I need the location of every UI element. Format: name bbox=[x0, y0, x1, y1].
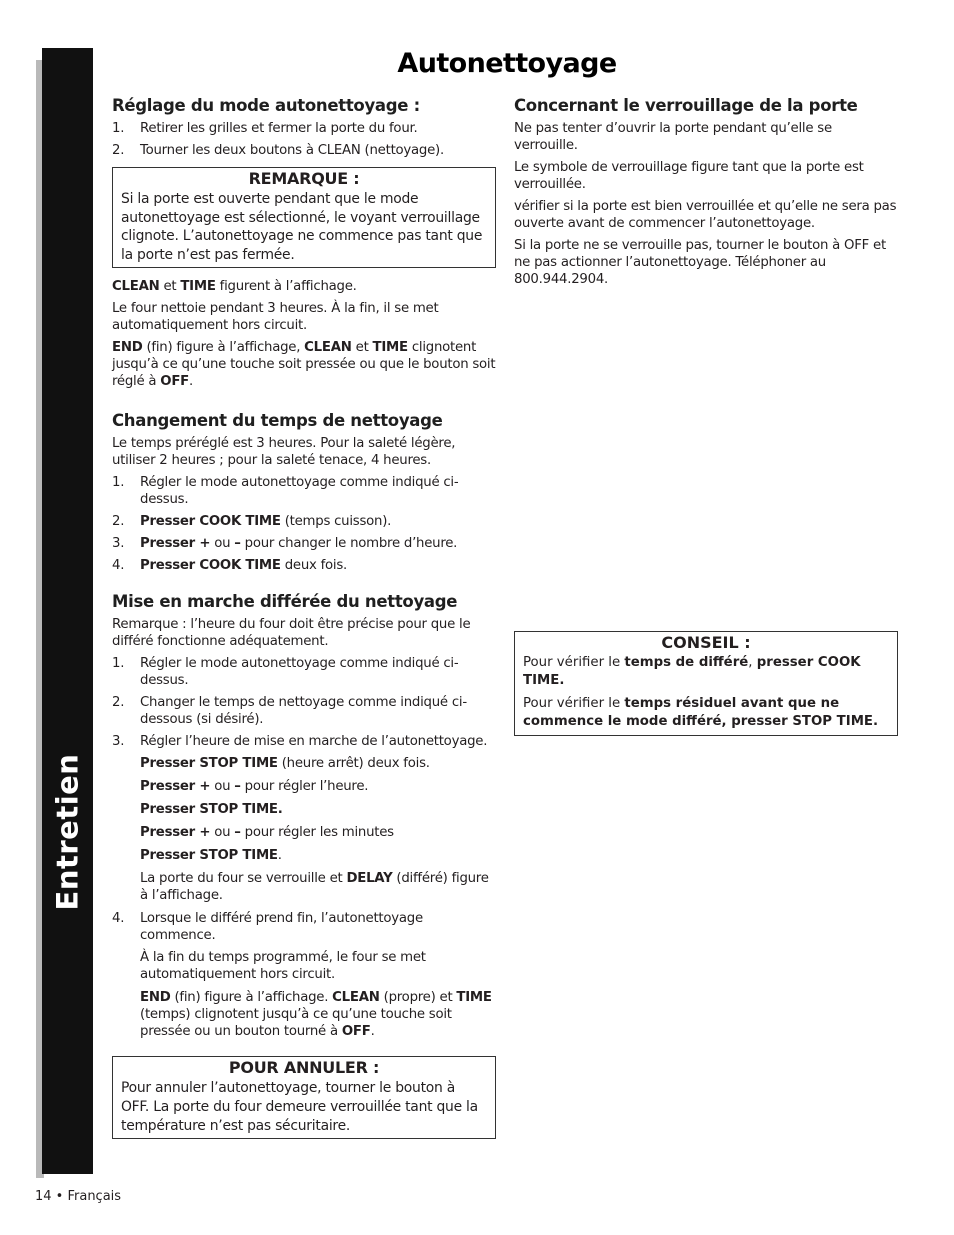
text: . bbox=[370, 1024, 375, 1040]
sub-step: À la fin du temps programmé, le four se met automatiquement hors circuit. bbox=[140, 950, 426, 983]
tip-box bbox=[514, 631, 898, 736]
text: deux fois. bbox=[280, 558, 348, 574]
note-box bbox=[112, 167, 496, 268]
list-item bbox=[112, 513, 496, 530]
side-tab bbox=[42, 48, 93, 1174]
text: (propre) et bbox=[379, 990, 457, 1006]
sub-step bbox=[112, 778, 496, 795]
text: et bbox=[351, 340, 373, 356]
paragraph: Le symbole de verrouillage figure tant que la porte est verrouillée. bbox=[514, 160, 864, 192]
sub-step bbox=[112, 824, 496, 841]
step-number: 1. bbox=[112, 656, 125, 672]
bold-text: END bbox=[112, 340, 143, 356]
bold-text: TIME bbox=[456, 990, 492, 1006]
step-number: 1. bbox=[112, 121, 125, 136]
step-text: Retirer les grilles et fermer la porte du four. bbox=[140, 121, 418, 136]
text: . bbox=[189, 374, 193, 390]
step-text: Régler l’heure de mise en marche de l’autonettoyage. bbox=[140, 734, 488, 750]
text: (heure arrêt) deux fois. bbox=[277, 756, 430, 772]
bold-text: CLEAN bbox=[112, 279, 160, 295]
side-tab-text: Entretien bbox=[50, 753, 85, 911]
heading-change-time: Changement du temps de nettoyage bbox=[112, 411, 443, 431]
text: . bbox=[277, 848, 282, 864]
paragraph: Le four nettoie pendant 3 heures. À la fin, il se met automatiquement hors circuit. bbox=[112, 301, 439, 334]
text: pour régler les minutes bbox=[240, 825, 394, 841]
bold-text: END bbox=[140, 990, 171, 1006]
note-title: REMARQUE : bbox=[248, 169, 360, 188]
text: pour changer le nombre d’heure. bbox=[240, 536, 458, 552]
bold-text: temps résiduel avant que ne commence le mode différé, presser STOP TIME. bbox=[523, 696, 879, 729]
side-tab-label bbox=[42, 742, 93, 922]
text: (différé) figure à l’affichage. bbox=[140, 871, 489, 904]
text: (temps) clignotent jusqu’à ce qu’une touche soit pressée ou un bouton tourné à bbox=[140, 1007, 452, 1040]
tip-text bbox=[523, 695, 889, 731]
bold-text: TIME bbox=[180, 279, 216, 295]
cancel-text: Pour annuler l’autonettoyage, tourner le bouton à OFF. La porte du four demeure verrouillée tant que la température n’est pas sécuritaire. bbox=[121, 1080, 478, 1134]
paragraph bbox=[112, 278, 496, 295]
heading-self-clean-setup: Réglage du mode autonettoyage : bbox=[112, 96, 420, 115]
paragraph: Remarque : l’heure du four doit être précise pour que le différé fonctionne adéquatement. bbox=[112, 617, 471, 650]
cancel-box bbox=[112, 1056, 496, 1139]
delayed-clean-steps bbox=[112, 655, 496, 750]
step-number: 2. bbox=[112, 143, 125, 158]
text: clignotent jusqu’à ce qu’une touche soit pressée ou que le bouton soit réglé à bbox=[112, 340, 496, 390]
text: figurent à l’affichage. bbox=[215, 279, 357, 295]
bold-text: Presser STOP TIME. bbox=[140, 802, 283, 818]
text: Pour vérifier le bbox=[523, 655, 625, 670]
paragraph: Ne pas tenter d’ouvrir la porte pendant qu’elle se verrouille. bbox=[514, 121, 832, 153]
bold-text: TIME bbox=[372, 340, 408, 356]
sub-step bbox=[112, 870, 496, 904]
list-item bbox=[112, 120, 496, 137]
bold-text: CLEAN bbox=[304, 340, 352, 356]
list-item bbox=[112, 142, 496, 159]
bold-text: Presser + bbox=[140, 536, 211, 552]
bold-text: temps de différé bbox=[624, 655, 749, 670]
text: Pour vérifier le bbox=[523, 696, 625, 711]
text: ou bbox=[210, 536, 235, 552]
step-text: Tourner les deux boutons à CLEAN (nettoyage). bbox=[140, 143, 444, 158]
bold-text: Presser STOP TIME bbox=[140, 756, 278, 772]
step-number: 3. bbox=[112, 734, 125, 750]
bold-text: Presser + bbox=[140, 825, 211, 841]
sub-step bbox=[112, 847, 496, 864]
sub-step bbox=[112, 989, 496, 1040]
bold-text: Presser STOP TIME bbox=[140, 848, 278, 864]
paragraph: Le temps préréglé est 3 heures. Pour la saleté légère, utiliser 2 heures ; pour la saleté tenace, 4 heures. bbox=[112, 436, 456, 469]
paragraph bbox=[112, 339, 496, 390]
bold-text: presser COOK TIME. bbox=[523, 655, 861, 688]
setup-steps bbox=[112, 120, 496, 159]
bold-text: DELAY bbox=[346, 871, 393, 887]
list-item bbox=[112, 910, 496, 944]
delayed-clean-steps-cont bbox=[112, 910, 496, 944]
paragraph: Si la porte ne se verrouille pas, tourner le bouton à OFF et ne pas actionner l’autonettoyage. Téléphoner au 800.944.2904. bbox=[514, 238, 886, 287]
text: pour régler l’heure. bbox=[240, 779, 369, 795]
heading-door-lock: Concernant le verrouillage de la porte bbox=[514, 96, 858, 115]
bold-text: – bbox=[234, 825, 241, 841]
bold-text: OFF bbox=[160, 374, 190, 390]
list-item bbox=[112, 694, 496, 728]
sub-step bbox=[112, 755, 496, 772]
tip-title: CONSEIL : bbox=[661, 633, 751, 652]
list-item bbox=[112, 535, 496, 552]
note-text: Si la porte est ouverte pendant que le mode autonettoyage est sélectionné, le voyant verrouillage clignote. L’autonettoyage ne commence pas tant que la porte n’est pas fermée. bbox=[121, 191, 483, 263]
list-item bbox=[112, 655, 496, 689]
page-title: Autonettoyage bbox=[397, 48, 617, 79]
bold-text: – bbox=[234, 779, 241, 795]
step-text: Lorsque le différé prend fin, l’autonettoyage commence. bbox=[140, 911, 423, 944]
cancel-title: POUR ANNULER : bbox=[228, 1058, 380, 1078]
step-number: 4. bbox=[112, 911, 125, 927]
text: La porte du four se verrouille et bbox=[140, 871, 347, 887]
bold-text: – bbox=[234, 536, 241, 552]
left-column bbox=[112, 95, 496, 1149]
tip-text bbox=[523, 654, 889, 690]
text: et bbox=[159, 279, 181, 295]
step-number: 3. bbox=[112, 536, 125, 552]
text: ou bbox=[210, 779, 235, 795]
list-item bbox=[112, 733, 496, 750]
bold-text: OFF bbox=[341, 1024, 371, 1040]
change-time-steps bbox=[112, 474, 496, 574]
bold-text: CLEAN bbox=[332, 990, 380, 1006]
text: ou bbox=[210, 825, 235, 841]
sub-step bbox=[112, 801, 496, 818]
paragraph: vérifier si la porte est bien verrouillée et qu’elle ne sera pas ouverte avant de commencer l’autonettoyage. bbox=[514, 199, 897, 231]
bold-text: Presser COOK TIME bbox=[140, 514, 281, 530]
list-item bbox=[112, 557, 496, 574]
text: (fin) figure à l’affichage. bbox=[170, 990, 333, 1006]
step-text: Régler le mode autonettoyage comme indiqué ci-dessus. bbox=[140, 475, 459, 508]
step-number: 1. bbox=[112, 475, 125, 491]
text: (fin) figure à l’affichage, bbox=[142, 340, 305, 356]
step-text: Changer le temps de nettoyage comme indiqué ci-dessous (si désiré). bbox=[140, 695, 467, 728]
step-text: Régler le mode autonettoyage comme indiqué ci-dessus. bbox=[140, 656, 459, 689]
list-item bbox=[112, 474, 496, 508]
right-column bbox=[514, 95, 899, 293]
step-number: 2. bbox=[112, 514, 125, 530]
text: (temps cuisson). bbox=[280, 514, 392, 530]
text: , bbox=[748, 655, 757, 670]
page-footer: 14 • Français bbox=[35, 1189, 122, 1204]
bold-text: Presser + bbox=[140, 779, 211, 795]
step-number: 2. bbox=[112, 695, 125, 711]
step-number: 4. bbox=[112, 558, 125, 574]
heading-delayed-clean: Mise en marche différée du nettoyage bbox=[112, 592, 458, 612]
bold-text: Presser COOK TIME bbox=[140, 558, 281, 574]
